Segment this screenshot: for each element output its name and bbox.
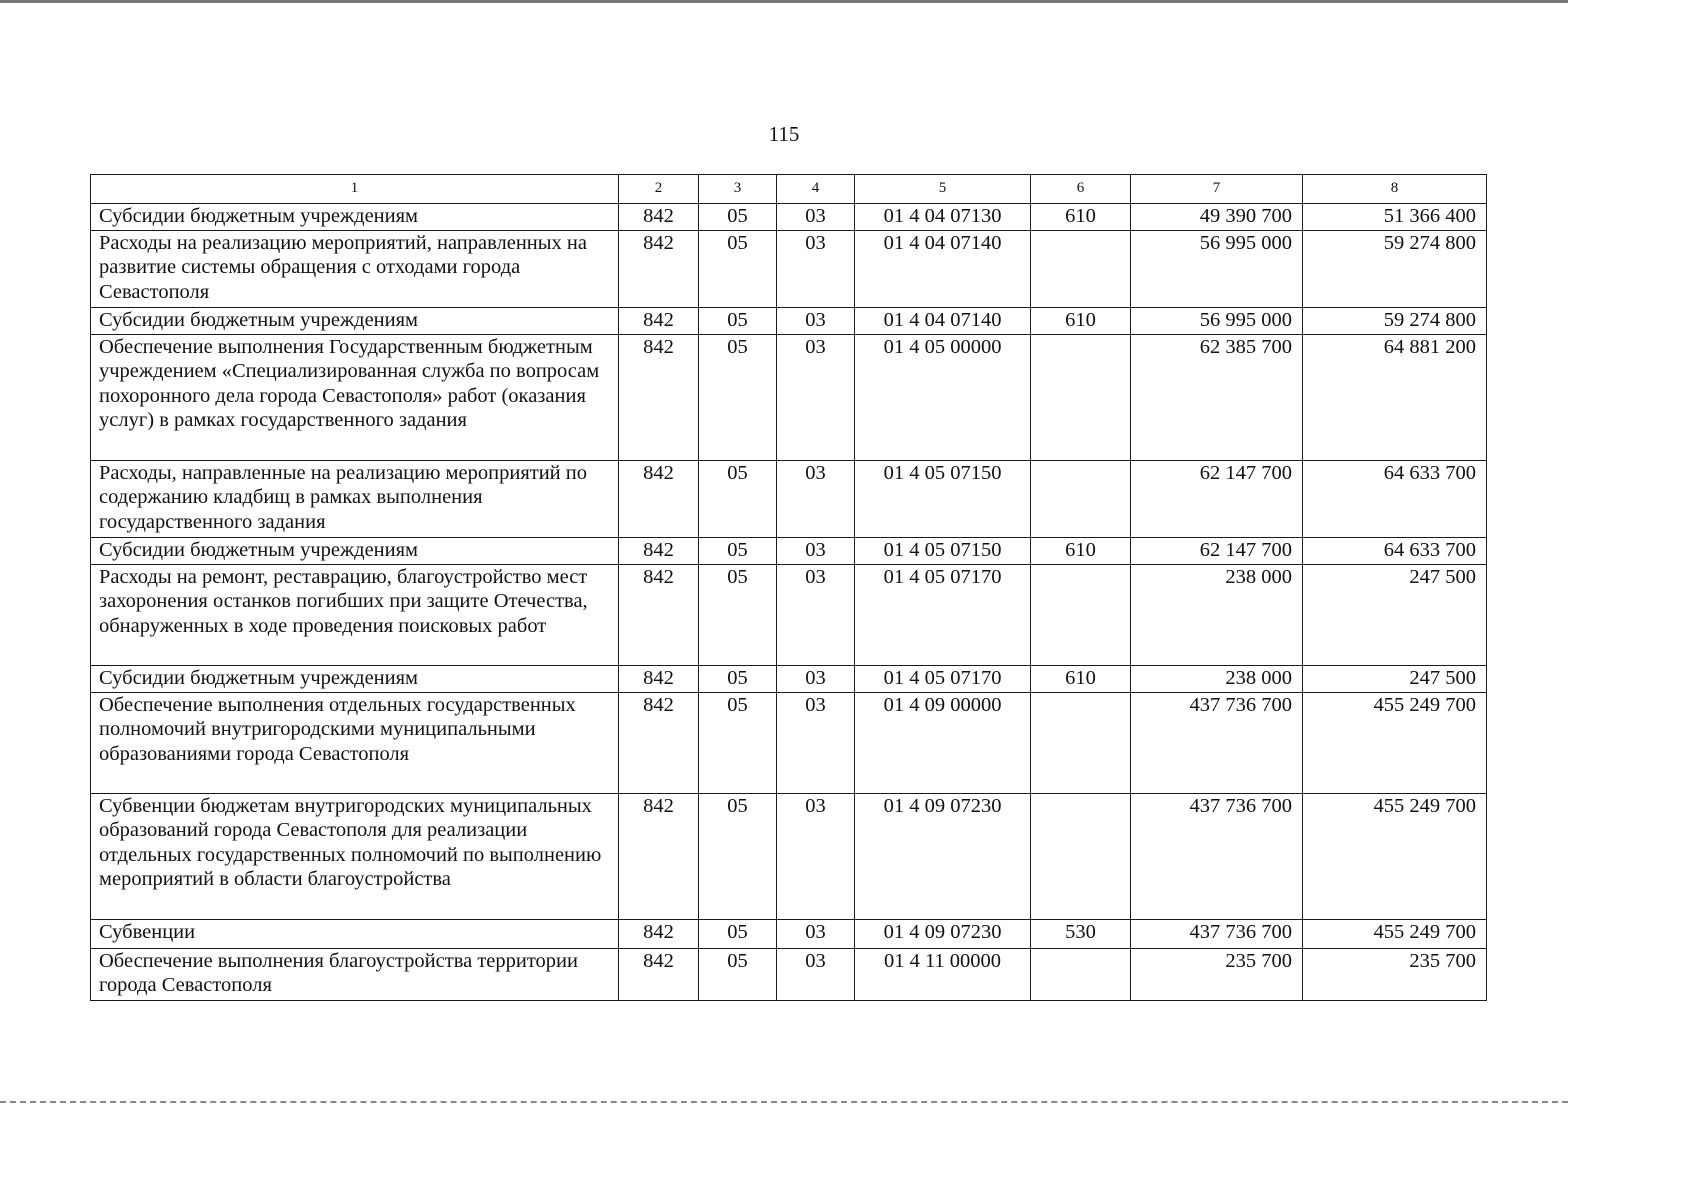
table-row <box>91 920 1487 949</box>
amount-col8: 247 500 <box>1303 666 1487 693</box>
section-code: 05 <box>699 461 777 538</box>
amount-col8: 64 633 700 <box>1303 461 1487 538</box>
subsection-code: 03 <box>777 794 855 920</box>
amount-col7: 437 736 700 <box>1131 920 1303 949</box>
expense-name: Расходы на реализацию мероприятий, направленных на развитие системы обращения с отходами города Севастополя <box>91 231 619 308</box>
expense-name: Расходы на ремонт, реставрацию, благоустройство мест захоронения останков погибших при защите Отечества, обнаруженных в ходе проведения поисковых работ <box>91 565 619 666</box>
expense-name: Субсидии бюджетным учреждениям <box>91 538 619 565</box>
expense-type-code: 610 <box>1031 538 1131 565</box>
table-row <box>91 231 1487 308</box>
subsection-code: 03 <box>777 461 855 538</box>
section-code: 05 <box>699 204 777 231</box>
subsection-code: 03 <box>777 204 855 231</box>
table-row <box>91 308 1487 335</box>
table-row <box>91 204 1487 231</box>
expense-type-code <box>1031 231 1131 308</box>
expense-name: Субвенции бюджетам внутригородских муниципальных образований города Севастополя для реализации отдельных государственных полномочий по выполнению мероприятий в области благоустройства <box>91 794 619 920</box>
amount-col7: 437 736 700 <box>1131 693 1303 794</box>
column-header: 3 <box>699 175 777 204</box>
scan-top-edge <box>0 0 1568 3</box>
amount-col7: 62 147 700 <box>1131 538 1303 565</box>
column-header: 7 <box>1131 175 1303 204</box>
table-row <box>91 794 1487 920</box>
table-header-row <box>91 175 1487 204</box>
subsection-code: 03 <box>777 335 855 461</box>
column-header: 6 <box>1031 175 1131 204</box>
ministry-code: 842 <box>619 794 699 920</box>
amount-col8: 64 633 700 <box>1303 538 1487 565</box>
target-article-code: 01 4 09 07230 <box>855 794 1031 920</box>
table-row <box>91 949 1487 1001</box>
amount-col7: 56 995 000 <box>1131 308 1303 335</box>
expense-name: Обеспечение выполнения отдельных государственных полномочий внутригородскими муниципальными образованиями города Севастополя <box>91 693 619 794</box>
table-row <box>91 335 1487 461</box>
table-row <box>91 538 1487 565</box>
amount-col7: 62 385 700 <box>1131 335 1303 461</box>
section-code: 05 <box>699 335 777 461</box>
ministry-code: 842 <box>619 231 699 308</box>
expense-name: Субсидии бюджетным учреждениям <box>91 308 619 335</box>
ministry-code: 842 <box>619 461 699 538</box>
expense-name: Расходы, направленные на реализацию мероприятий по содержанию кладбищ в рамках выполнения государственного задания <box>91 461 619 538</box>
expense-type-code <box>1031 565 1131 666</box>
ministry-code: 842 <box>619 920 699 949</box>
amount-col8: 247 500 <box>1303 565 1487 666</box>
page-number: 115 <box>768 122 800 146</box>
target-article-code: 01 4 09 00000 <box>855 693 1031 794</box>
target-article-code: 01 4 05 07170 <box>855 565 1031 666</box>
table-row <box>91 461 1487 538</box>
amount-col8: 455 249 700 <box>1303 693 1487 794</box>
expense-name: Субсидии бюджетным учреждениям <box>91 666 619 693</box>
amount-col7: 235 700 <box>1131 949 1303 1001</box>
subsection-code: 03 <box>777 565 855 666</box>
expense-type-code: 610 <box>1031 204 1131 231</box>
target-article-code: 01 4 05 00000 <box>855 335 1031 461</box>
ministry-code: 842 <box>619 565 699 666</box>
subsection-code: 03 <box>777 693 855 794</box>
ministry-code: 842 <box>619 693 699 794</box>
expense-name: Субвенции <box>91 920 619 949</box>
subsection-code: 03 <box>777 949 855 1001</box>
amount-col8: 59 274 800 <box>1303 308 1487 335</box>
expense-type-code <box>1031 335 1131 461</box>
subsection-code: 03 <box>777 666 855 693</box>
expense-type-code: 610 <box>1031 308 1131 335</box>
subsection-code: 03 <box>777 308 855 335</box>
column-header: 5 <box>855 175 1031 204</box>
section-code: 05 <box>699 794 777 920</box>
ministry-code: 842 <box>619 949 699 1001</box>
target-article-code: 01 4 05 07150 <box>855 461 1031 538</box>
ministry-code: 842 <box>619 538 699 565</box>
section-code: 05 <box>699 666 777 693</box>
ministry-code: 842 <box>619 308 699 335</box>
scan-bottom-edge <box>0 1101 1568 1103</box>
subsection-code: 03 <box>777 231 855 308</box>
expense-type-code <box>1031 693 1131 794</box>
table-row <box>91 693 1487 794</box>
table-row <box>91 565 1487 666</box>
amount-col8: 64 881 200 <box>1303 335 1487 461</box>
amount-col7: 49 390 700 <box>1131 204 1303 231</box>
expense-name: Субсидии бюджетным учреждениям <box>91 204 619 231</box>
column-header: 4 <box>777 175 855 204</box>
section-code: 05 <box>699 693 777 794</box>
amount-col7: 238 000 <box>1131 565 1303 666</box>
column-header: 8 <box>1303 175 1487 204</box>
table-row <box>91 666 1487 693</box>
expense-name: Обеспечение выполнения Государственным бюджетным учреждением «Специализированная служба по вопросам похоронного дела города Севастополя» работ (оказания услуг) в рамках государственного задания <box>91 335 619 461</box>
amount-col7: 437 736 700 <box>1131 794 1303 920</box>
amount-col7: 238 000 <box>1131 666 1303 693</box>
amount-col8: 59 274 800 <box>1303 231 1487 308</box>
amount-col7: 62 147 700 <box>1131 461 1303 538</box>
column-header: 2 <box>619 175 699 204</box>
section-code: 05 <box>699 538 777 565</box>
target-article-code: 01 4 11 00000 <box>855 949 1031 1001</box>
ministry-code: 842 <box>619 666 699 693</box>
column-header: 1 <box>91 175 619 204</box>
budget-table <box>90 174 1487 1001</box>
amount-col8: 455 249 700 <box>1303 794 1487 920</box>
amount-col8: 455 249 700 <box>1303 920 1487 949</box>
amount-col8: 235 700 <box>1303 949 1487 1001</box>
section-code: 05 <box>699 565 777 666</box>
ministry-code: 842 <box>619 335 699 461</box>
target-article-code: 01 4 04 07140 <box>855 231 1031 308</box>
ministry-code: 842 <box>619 204 699 231</box>
amount-col7: 56 995 000 <box>1131 231 1303 308</box>
target-article-code: 01 4 04 07130 <box>855 204 1031 231</box>
target-article-code: 01 4 04 07140 <box>855 308 1031 335</box>
section-code: 05 <box>699 308 777 335</box>
expense-type-code: 530 <box>1031 920 1131 949</box>
expense-type-code <box>1031 949 1131 1001</box>
target-article-code: 01 4 09 07230 <box>855 920 1031 949</box>
expense-type-code <box>1031 461 1131 538</box>
expense-type-code <box>1031 794 1131 920</box>
subsection-code: 03 <box>777 538 855 565</box>
section-code: 05 <box>699 949 777 1001</box>
section-code: 05 <box>699 920 777 949</box>
expense-name: Обеспечение выполнения благоустройства территории города Севастополя <box>91 949 619 1001</box>
amount-col8: 51 366 400 <box>1303 204 1487 231</box>
target-article-code: 01 4 05 07170 <box>855 666 1031 693</box>
target-article-code: 01 4 05 07150 <box>855 538 1031 565</box>
section-code: 05 <box>699 231 777 308</box>
expense-type-code: 610 <box>1031 666 1131 693</box>
subsection-code: 03 <box>777 920 855 949</box>
